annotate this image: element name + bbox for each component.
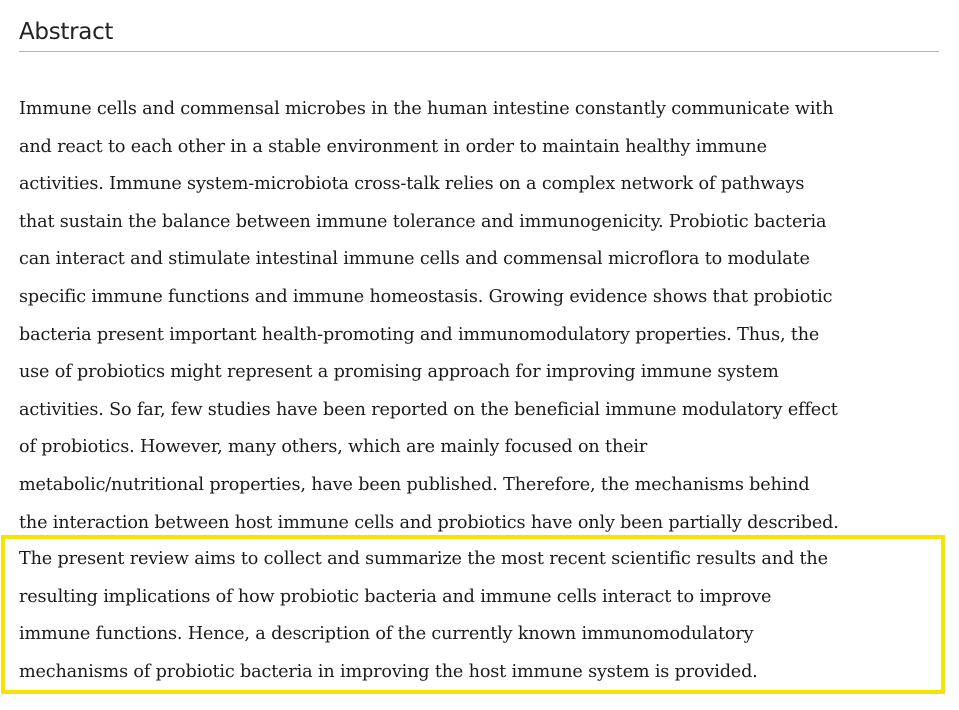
abstract-line: bacteria present important health-promoting and immunomodulatory properties. Thus, the: [19, 324, 820, 345]
abstract-line: and react to each other in a stable environment in order to maintain healthy immune: [19, 136, 767, 157]
highlighted-line: The present review aims to collect and summarize the most recent scientific results and the: [19, 549, 828, 569]
highlighted-line: immune functions. Hence, a description of the currently known immunomodulatory: [19, 624, 754, 645]
abstract-line: that sustain the balance between immune tolerance and immunogenicity. Probiotic bacteria: [19, 211, 827, 232]
abstract-line: metabolic/nutritional properties, have been published. Therefore, the mechanisms behind: [19, 474, 810, 495]
abstract-paragraph: [19, 91, 949, 542]
abstract-line: the interaction between host immune cells and probiotics have only been partially described.: [19, 512, 839, 533]
abstract-heading: Abstract: [19, 19, 114, 45]
abstract-line: use of probiotics might represent a promising approach for improving immune system: [19, 362, 779, 383]
abstract-line: specific immune functions and immune homeostasis. Growing evidence shows that probiotic: [19, 286, 833, 307]
abstract-line: can interact and stimulate intestinal immune cells and commensal microflora to modulate: [19, 249, 810, 270]
highlighted-passage: [19, 541, 949, 691]
abstract-line: activities. So far, few studies have been reported on the beneficial immune modulatory effect: [19, 399, 838, 420]
highlighted-line: resulting implications of how probiotic bacteria and immune cells interact to improve: [19, 586, 772, 607]
highlighted-line: mechanisms of probiotic bacteria in improving the host immune system is provided.: [19, 661, 758, 682]
abstract-line: of probiotics. However, many others, which are mainly focused on their: [19, 437, 648, 458]
abstract-line: activities. Immune system-microbiota cross-talk relies on a complex network of pathways: [19, 174, 805, 195]
heading-divider: [19, 51, 939, 52]
abstract-line: Immune cells and commensal microbes in the human intestine constantly communicate with: [19, 99, 834, 119]
